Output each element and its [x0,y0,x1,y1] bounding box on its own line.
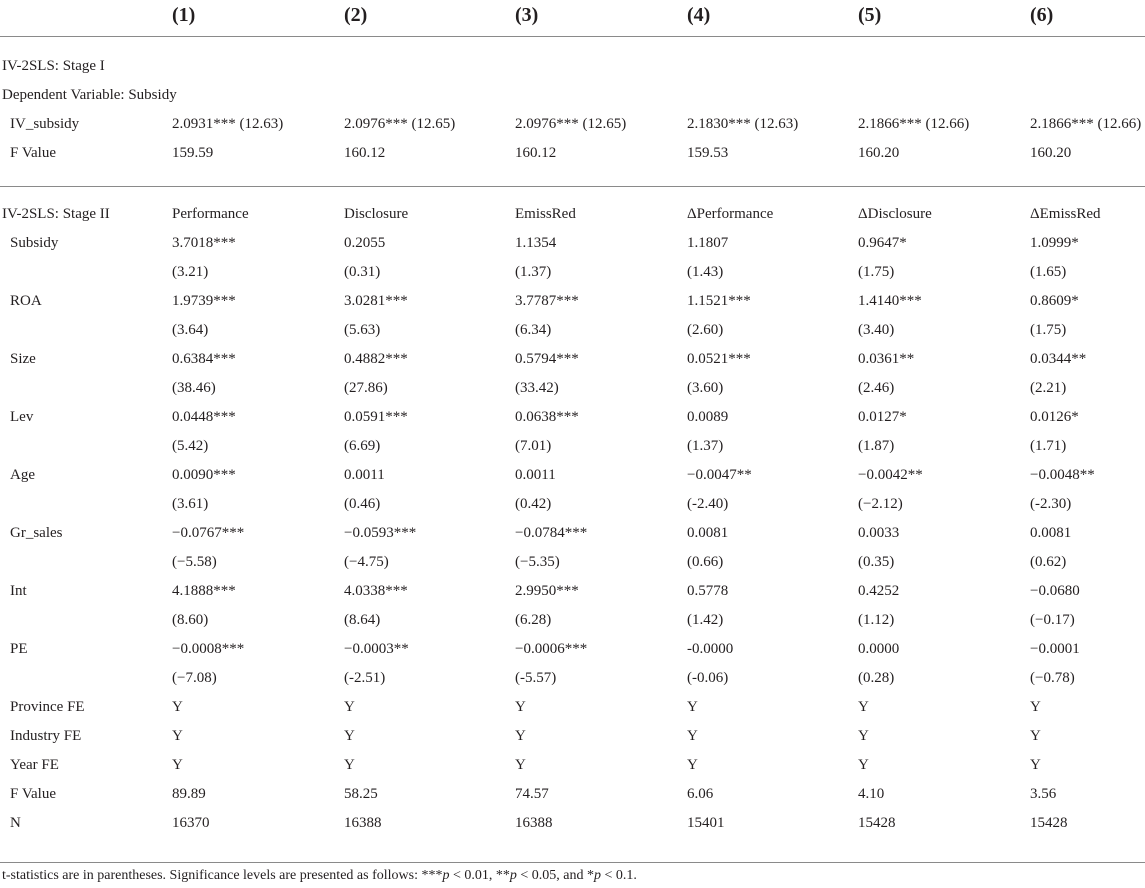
table-row [0,548,1145,577]
table-cell: −0.0047** [687,467,752,483]
row-label: PE [10,641,28,657]
table-cell: 1.4140*** [858,293,922,309]
table-cell: 0.0638*** [515,409,579,425]
table-cell: 2.1866*** (12.66) [858,116,970,132]
table-row [0,258,1145,287]
row-label: Age [10,467,35,483]
table-cell: 0.0127* [858,409,907,425]
table-cell: (−7.08) [172,670,217,686]
table-cell: (1.37) [515,264,552,280]
table-cell: (2.21) [1030,380,1067,396]
table-cell: (27.86) [344,380,388,396]
table-cell: Y [172,699,183,715]
table-cell: (-2.30) [1030,496,1072,512]
table-cell: (1.42) [687,612,724,628]
table-cell: −0.0680 [1030,583,1080,599]
table-cell: (-0.06) [687,670,729,686]
stage1-subtitle-row [0,81,1145,110]
table-cell: (0.46) [344,496,381,512]
table-row [0,139,1145,168]
row-label: ROA [10,293,42,309]
table-cell: 159.59 [172,145,214,161]
table-cell: (3.61) [172,496,209,512]
table-cell: −0.0006*** [515,641,588,657]
table-row [0,606,1145,635]
table-cell: (2.46) [858,380,895,396]
table-cell: 74.57 [515,786,549,802]
table-cell: 0.8609* [1030,293,1079,309]
table-cell: Y [687,728,698,744]
table-cell: 16388 [344,815,382,831]
table-row [0,461,1145,490]
table-cell: 3.7787*** [515,293,579,309]
table-cell: (1.75) [1030,322,1067,338]
table-cell: 0.5778 [687,583,729,599]
row-label: Gr_sales [10,525,63,541]
table-row [0,490,1145,519]
table-cell: 2.0976*** (12.65) [344,116,456,132]
footnote-p-symbol: p [593,868,601,883]
table-cell: (−5.35) [515,554,560,570]
row-label: Year FE [10,757,59,773]
table-cell: Y [858,728,869,744]
table-cell: (0.35) [858,554,895,570]
table-cell: Y [687,699,698,715]
column-header: (6) [1030,4,1054,26]
table-cell: Y [515,699,526,715]
table-cell: (-2.51) [344,670,386,686]
table-cell: Y [344,728,355,744]
table-cell: Y [344,699,355,715]
table-cell: −0.0042** [858,467,923,483]
table-cell: (0.62) [1030,554,1067,570]
table-cell: (1.43) [687,264,724,280]
table-cell: 16370 [172,815,210,831]
table-cell: 89.89 [172,786,206,802]
table-cell: Y [515,757,526,773]
stage2-title: IV-2SLS: Stage II [2,206,110,222]
table-cell: 2.0931*** (12.63) [172,116,284,132]
table-cell: 3.56 [1030,786,1057,802]
dependent-variable: ΔDisclosure [858,206,932,222]
table-cell: Y [858,757,869,773]
table-cell: −0.0784*** [515,525,588,541]
table-row [0,316,1145,345]
table-rule-bottom [0,862,1145,863]
table-cell: 2.1830*** (12.63) [687,116,799,132]
table-cell: Y [1030,699,1041,715]
table-cell: 15428 [858,815,896,831]
table-cell: (−2.12) [858,496,903,512]
footnote-p-symbol: p [509,868,517,883]
table-cell: 0.0033 [858,525,900,541]
table-row [0,577,1145,606]
table-cell: 0.0089 [687,409,729,425]
table-cell: 6.06 [687,786,714,802]
footnote-text: t-statistics are in parentheses. Significance levels are presented as follows: *** [2,868,443,883]
table-cell: (6.34) [515,322,552,338]
table-cell: 3.7018*** [172,235,236,251]
table-cell: (7.01) [515,438,552,454]
table-cell: -0.0000 [687,641,734,657]
table-cell: 0.5794*** [515,351,579,367]
table-cell: 1.9739*** [172,293,236,309]
table-row [0,345,1145,374]
table-cell: Y [1030,757,1041,773]
table-cell: Y [858,699,869,715]
table-cell: 0.0011 [515,467,556,483]
table-row [0,519,1145,548]
table-cell: 1.1807 [687,235,729,251]
table-cell: (2.60) [687,322,724,338]
row-label: F Value [10,786,56,802]
row-label: Lev [10,409,34,425]
table-cell: 1.1521*** [687,293,751,309]
table-cell: Y [172,728,183,744]
dependent-variable: Performance [172,206,249,222]
table-cell: 4.10 [858,786,885,802]
stage2-title-row [0,200,1145,229]
table-cell: 3.0281*** [344,293,408,309]
table-row [0,403,1145,432]
column-header: (4) [687,4,711,26]
table-cell: −0.0003** [344,641,409,657]
table-row [0,780,1145,809]
table-cell: 0.0090*** [172,467,236,483]
table-row [0,664,1145,693]
table-cell: Y [1030,728,1041,744]
table-cell: (3.60) [687,380,724,396]
table-cell: Y [687,757,698,773]
table-row [0,635,1145,664]
footnote-text: < 0.01, ** [449,868,510,883]
table-cell: 0.0126* [1030,409,1079,425]
row-label: Int [10,583,27,599]
table-cell: 0.6384*** [172,351,236,367]
table-cell: 0.0344** [1030,351,1087,367]
table-cell: (6.28) [515,612,552,628]
table-cell: 58.25 [344,786,378,802]
table-cell: 0.2055 [344,235,386,251]
table-cell: (1.87) [858,438,895,454]
table-rule-middle [0,186,1145,187]
table-cell: 160.20 [858,145,900,161]
table-cell: 0.0448*** [172,409,236,425]
table-cell: (3.40) [858,322,895,338]
table-cell: 160.12 [344,145,386,161]
table-cell: 0.0011 [344,467,385,483]
row-label: Size [10,351,36,367]
table-row [0,432,1145,461]
table-cell: 2.1866*** (12.66) [1030,116,1142,132]
table-cell: 4.1888*** [172,583,236,599]
table-row [0,287,1145,316]
table-cell: (3.64) [172,322,209,338]
table-cell: (0.66) [687,554,724,570]
table-cell: 16388 [515,815,553,831]
table-cell: 160.12 [515,145,557,161]
table-cell: 15401 [687,815,725,831]
table-cell: 0.0000 [858,641,900,657]
column-header: (5) [858,4,882,26]
column-header: (3) [515,4,539,26]
table-cell: 2.0976*** (12.65) [515,116,627,132]
dependent-variable: ΔEmissRed [1030,206,1101,222]
table-rule-top [0,36,1145,37]
table-cell: −0.0008*** [172,641,245,657]
table-cell: (-5.57) [515,670,557,686]
row-label: N [10,815,21,831]
table-cell: −0.0001 [1030,641,1080,657]
stage1-title: IV-2SLS: Stage I [2,58,105,74]
footnote-text: < 0.05, and * [516,868,594,883]
table-cell: 0.4882*** [344,351,408,367]
table-cell: (0.42) [515,496,552,512]
table-cell: 0.0081 [1030,525,1072,541]
table-cell: 4.0338*** [344,583,408,599]
table-row [0,751,1145,780]
table-cell: (−0.78) [1030,670,1075,686]
column-header: (1) [172,4,196,26]
column-header: (2) [344,4,368,26]
table-cell: −0.0767*** [172,525,245,541]
table-cell: (−5.58) [172,554,217,570]
table-cell: (1.75) [858,264,895,280]
table-cell: 1.1354 [515,235,557,251]
table-cell: (5.63) [344,322,381,338]
table-cell: (1.71) [1030,438,1067,454]
table-cell: (1.65) [1030,264,1067,280]
row-label: IV_subsidy [10,116,80,132]
stage1-subtitle: Dependent Variable: Subsidy [2,87,177,103]
table-cell: (8.64) [344,612,381,628]
table-cell: (0.28) [858,670,895,686]
table-row [0,374,1145,403]
table-cell: 0.0081 [687,525,729,541]
table-cell: (6.69) [344,438,381,454]
row-label: F Value [10,145,56,161]
table-cell: (−4.75) [344,554,389,570]
table-cell: 0.0591*** [344,409,408,425]
table-cell: (38.46) [172,380,216,396]
table-cell: −0.0593*** [344,525,417,541]
footnote-text: < 0.1. [600,868,637,883]
table-cell: 159.53 [687,145,729,161]
table-cell: (1.12) [858,612,895,628]
table-cell: 160.20 [1030,145,1072,161]
table-cell: 0.0361** [858,351,915,367]
table-cell: (3.21) [172,264,209,280]
table-cell: 0.9647* [858,235,907,251]
table-row [0,110,1145,139]
footnote-p-symbol: p [442,868,450,883]
table-cell: 0.4252 [858,583,900,599]
table-row [0,693,1145,722]
table-row [0,229,1145,258]
table-footnote [2,866,637,886]
dependent-variable: EmissRed [515,206,576,222]
row-label: Province FE [10,699,85,715]
table-cell: (-2.40) [687,496,729,512]
table-cell: (5.42) [172,438,209,454]
table-cell: Y [172,757,183,773]
table-cell: (33.42) [515,380,559,396]
table-row [0,722,1145,751]
table-cell: 0.0521*** [687,351,751,367]
table-cell: (0.31) [344,264,381,280]
table-cell: 15428 [1030,815,1068,831]
column-header-row [0,0,1145,36]
row-label: Subsidy [10,235,59,251]
table-cell: (1.37) [687,438,724,454]
table-cell: (−0.17) [1030,612,1075,628]
table-cell: −0.0048** [1030,467,1095,483]
table-cell: Y [515,728,526,744]
dependent-variable: Disclosure [344,206,409,222]
table-cell: 2.9950*** [515,583,579,599]
stage1-title-row [0,52,1145,81]
row-label: Industry FE [10,728,82,744]
table-cell: Y [344,757,355,773]
dependent-variable: ΔPerformance [687,206,774,222]
table-row [0,809,1145,838]
table-cell: (8.60) [172,612,209,628]
table-cell: 1.0999* [1030,235,1079,251]
